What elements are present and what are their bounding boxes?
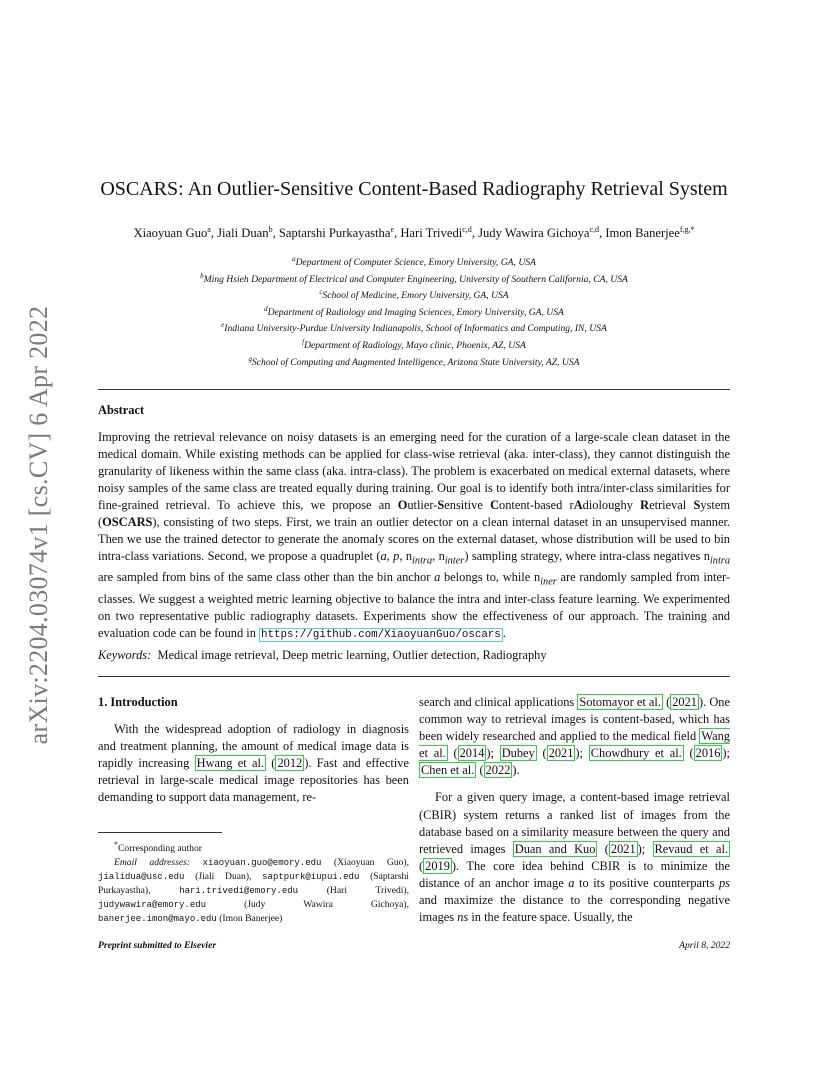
email-link[interactable]: hari.trivedi@emory.edu [179, 886, 299, 897]
author-sup: b [268, 225, 273, 234]
email-link[interactable]: xiaoyuan.guo@emory.edu [202, 858, 322, 869]
keywords-line [98, 648, 730, 663]
author-name: Hari Trivedi [400, 226, 463, 241]
intro-paragraph: With the widespread adoption of radiology in diagnosis and treatment planning, the amount of medical image data is rapidly increasing Hwang et al. ( 2012 ). Fast and effective retrieval in large-scale medical image repositories has been demanding to support data management, re- [98, 722, 409, 805]
author-name: Jiali Duan [217, 226, 269, 241]
citation-link[interactable]: Duan and Kuo [514, 841, 596, 856]
citation-link[interactable]: 2014 [459, 746, 485, 761]
citation-link[interactable]: 2021 [672, 695, 697, 709]
footnote [98, 838, 409, 926]
keywords-label: Keywords: [98, 648, 152, 662]
citation-link[interactable]: Wang et al. [419, 729, 730, 761]
author-name: Judy Wawira Gichoya [478, 226, 590, 241]
email-addresses: Email addresses: xiaoyuan.guo@emory.edu (Xiaoyuan Guo), jialidua@usc.edu (Jiali Duan), saptpurk@iupui.edu (Saptarshi Purkayastha), hari.trivedi@emory.edu (Hari Trivedi), judywawira@emory.edu (Judy Wawira Gichoya), banerjee.imon@mayo.edu (Imon Banerjee) [98, 857, 410, 925]
affiliation: $^a$Department of Computer Science, Emory University, GA, USA [292, 255, 536, 269]
email-link[interactable]: banerjee.imon@mayo.edu [98, 914, 217, 925]
author-sup: f,g,* [679, 225, 695, 234]
preprint-note: Preprint submitted to Elsevier [98, 940, 217, 951]
affiliation: $^b$Ming Hsieh Department of Electrical and Computer Engineering, University of Southern California, CA, USA [200, 271, 628, 285]
author-sup: a [207, 225, 211, 234]
citation-link[interactable]: Revaud et al. [654, 841, 728, 856]
citation-link[interactable]: Dubey [501, 746, 535, 761]
affiliation: $^c$School of Medicine, Emory University, GA, USA [319, 288, 509, 302]
preprint-date: April 8, 2022 [679, 940, 730, 951]
paper-title: OSCARS: An Outlier-Sensitive Content-Based Radiography Retrieval System [100, 178, 728, 200]
email-link[interactable]: jialidua@usc.edu [98, 872, 185, 883]
abstract-heading: Abstract [98, 403, 145, 417]
corresponding-author-note: *Corresponding author [114, 840, 202, 855]
arxiv-sidebar-stamp [22, 290, 56, 760]
abstract-top-rule [98, 389, 730, 390]
affiliation: $^f$Department of Radiology, Mayo clinic, Phoenix, AZ, USA [302, 337, 526, 352]
left-column [98, 694, 409, 807]
citation-link[interactable]: Chowdhury et al. [590, 746, 682, 761]
intro-paragraph: For a given query image, a content-based image retrieval (CBIR) system returns a ranked list of images from the database based on a similarity measure between the query and retrieved images Duan and Kuo ( 2021 ); Revaud et al. ( 2019 ). The core idea behind CBIR is to minimize the distance of an anchor image a to its positive counterparts ps and maximize the distance to the corresponding negative images ns in the feature space. Usually, the [419, 790, 731, 925]
affiliation: $^d$Department of Radiology and Imaging Sciences, Emory University, GA, USA [264, 304, 564, 318]
abstract-body: Improving the retrieval relevance on noisy datasets is an emerging need for the curation of a large-scale clean dataset in the medical domain. While existing methods can be applied for class-wise retrieval (aka. inter-class), they cannot distinguish the granularity of likeness within the same class (aka. intra-class). The problem is exacerbated on medical external datasets, where noisy samples of the same class are treated equally during training. Our goal is to identify both intra/inter-class similarities for fine-grained retrieval. To achieve this, we propose an Outlier-Sensitive Content-based rAdioloughy Retrieval System (OSCARS), consisting of two steps. First, we train an outlier detector on a clean internal dataset in an unsupervised manner. Then we use the trained detector to generate the anomaly scores on the external dataset, whose distribution will be used to bin intra-class variations. Second, we propose a quadruplet (a, p, $n_{intra}$, $n_{inter}$) sampling strategy, where intra-class negatives $n_{intra}$ are sampled from bins of the same class other than the bin anchor a belongs to, while $n_{iner}$ are randomly sampled from inter-classes. We suggest a weighted metric learning objective to balance the intra and inter-class feature learning. We experimented on two representative public radiography datasets. Experiments show the effectiveness of our approach. The training and evaluation code can be found in https://github.com/XiaoyuanGuo/oscars . [98, 430, 731, 641]
author-list: Xiaoyuan Guo$^a$, Jiali Duan$^b$, Saptarshi Purkayastha$^e$, Hari Trivedi$^{c,d}$, Judy Wawira Gichoya$^{c,d}$, Imon Banerjee$^{f,g,*}$ [133, 225, 695, 241]
abstract-bottom-rule [98, 676, 730, 677]
citation-link[interactable]: 2016 [695, 746, 721, 761]
keywords-text: Medical image retrieval, Deep metric learning, Outlier detection, Radiography [157, 648, 547, 662]
citation-link[interactable]: 2019 [425, 858, 450, 873]
affiliation: $^e$Indiana University-Purdue University Indianapolis, School of Informatics and Computing, IN, USA [221, 321, 607, 335]
arxiv-id: arXiv:2204.03074v1 [cs.CV] 6 Apr 2022 [24, 305, 53, 745]
citation-link[interactable]: Chen et al. [421, 763, 475, 778]
author-sup: c,d [589, 225, 600, 234]
citation-link[interactable]: 2012 [277, 756, 303, 771]
author-name: Saptarshi Purkayastha [278, 226, 391, 241]
citation-link[interactable]: 2021 [610, 841, 636, 856]
citation-link[interactable]: Sotomayor et al. [579, 695, 661, 709]
email-link[interactable]: saptpurk@iupui.edu [262, 872, 360, 883]
citation-link[interactable]: 2022 [485, 763, 511, 778]
section-heading-introduction: 1. Introduction [98, 695, 178, 709]
affiliation: $^g$School of Computing and Augmented Intelligence, Arizona State University, AZ, USA [248, 354, 580, 368]
code-repo-link[interactable]: https://github.com/XiaoyuanGuo/oscars [261, 628, 501, 641]
author-sup: e [390, 225, 395, 234]
citation-link[interactable]: Hwang et al. [196, 756, 264, 771]
author-name: Xiaoyuan Guo [133, 226, 208, 241]
author-sup: c,d [462, 225, 472, 234]
author-name: Imon Banerjee [605, 226, 680, 241]
right-column [419, 694, 730, 926]
intro-paragraph-continued: search and clinical applications Sotomayor et al. ( 2021 ). One common way to retrieval images is content-based, which has been widely researched and applied to the medical field Wang et al. ( 2014 ); Dubey ( 2021 ); Chowdhury et al. ( 2016 ); Chen et al. ( 2022 ). [419, 695, 730, 778]
footnote-rule [98, 832, 222, 833]
citation-link[interactable]: 2021 [548, 746, 574, 761]
email-link[interactable]: judywawira@emory.edu [98, 900, 207, 911]
affiliation-list [98, 253, 730, 369]
